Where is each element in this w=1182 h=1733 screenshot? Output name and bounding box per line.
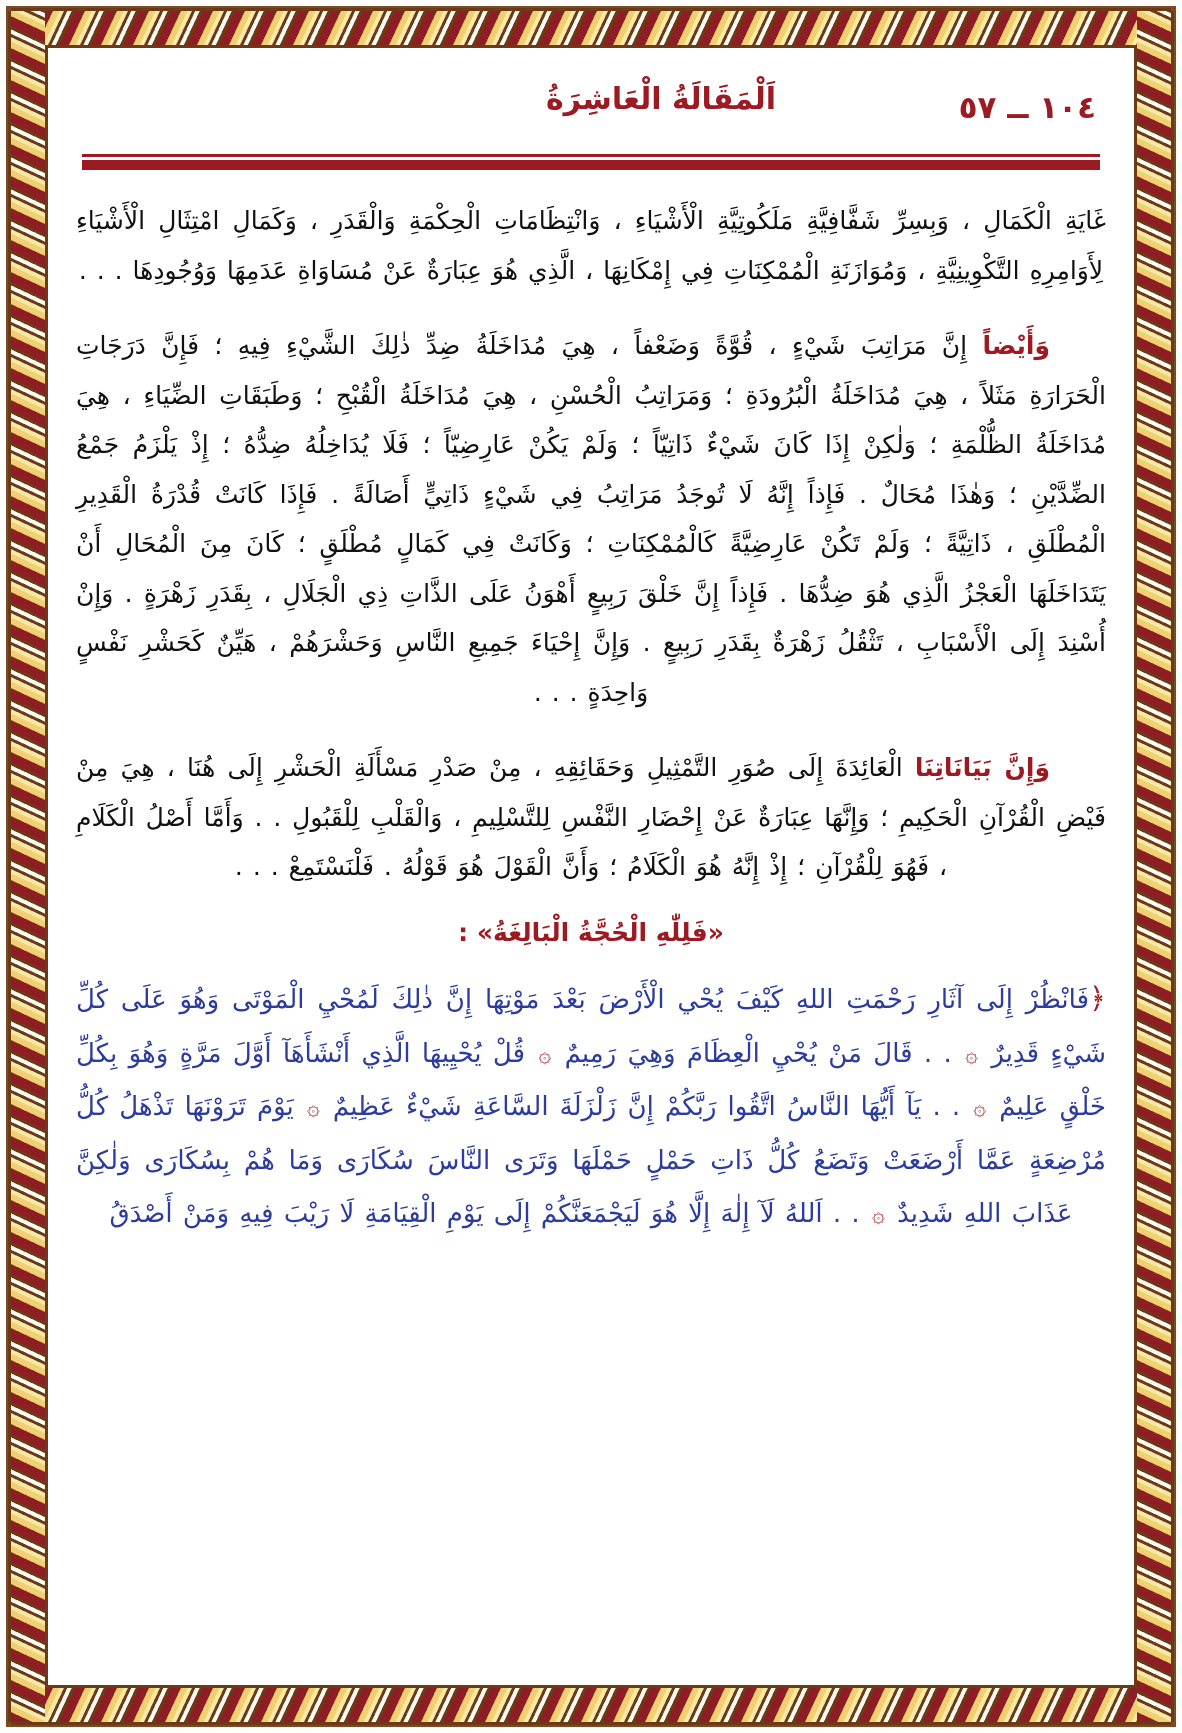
border-ornament-left — [11, 11, 45, 1722]
border-ornament-right — [1137, 11, 1171, 1722]
page-content — [48, 48, 1134, 1685]
article-title: اَلْمَقَالَةُ الْعَاشِرَةُ — [545, 82, 776, 117]
ayah-separator-icon-5: ۞ — [871, 1202, 885, 1228]
quran-segment-3: قُلْ يُحْيِيهَا الَّذِي أَنْشَأَهَآ أَوَّلَ مَرَّةٍ وَهُوَ بِكُلِّ خَلْقٍ عَلِيمٌ — [76, 1038, 1107, 1123]
ayah-separator-icon-2: ۞ — [538, 1042, 552, 1068]
title-divider — [82, 154, 1100, 170]
title-divider-thick-rule — [82, 160, 1100, 170]
quran-pause-dots-2: . . — [932, 1092, 961, 1123]
quran-segment-6: اَللهُ لَآ إِلٰهَ إِلَّا هُوَ لَيَجْمَعَنَّكُمْ إِلَى يَوْمِ الْقِيَامَةِ لَا رَيْبَ فِيهِ وَمَنْ أَصْدَقُ — [109, 1198, 823, 1229]
body-paragraph-3-accent: وَإِنَّ بَيَانَاتِنَا — [914, 753, 1051, 782]
border-rail-top-outer — [11, 8, 1171, 11]
body-paragraph-2-accent: وَأَيْضاً — [982, 331, 1050, 360]
body-paragraph-1-text: غَايَةِ الْكَمَالِ ، وَبِسِرِّ شَفَّافِيَّةِ مَلَكُوتِيَّةِ الْأَشْيَاءِ ، وَانْتِظَامَاتِ الْحِكْمَةِ وَالْقَدَرِ ، وَكَمَالِ امْتِثَالِ الْأَشْيَاءِ لِأَوَامِرِهِ التَّكْوِينِيَّةِ ، وَمُوَازَنَةِ الْمُمْكِنَاتِ فِي إِمْكَانِهَا ، الَّذِي هُوَ عِبَارَةٌ عَنْ مُسَاوَاةِ عَدَمِهَا وَوُجُودِهَا . . . — [76, 206, 1106, 285]
body-paragraph-3 — [76, 743, 1106, 892]
ayah-separator-icon-3: ۞ — [973, 1096, 987, 1122]
ayah-separator-icon-1: ۞ — [965, 1042, 978, 1068]
quran-open-bracket-icon: ﴿ — [1089, 980, 1106, 1015]
quran-segment-1: فَانْظُرْ إِلَى آثَارِ رَحْمَتِ اللهِ كَيْفَ يُحْي الْأَرْضَ بَعْدَ مَوْتِهَا إِنَّ ذٰلِكَ لَمُحْيِ الْمَوْتَى وَهُوَ عَلَى كُلِّ شَيْءٍ قَدِيرٌ — [76, 984, 1107, 1069]
border-rail-left-outer — [8, 11, 11, 1722]
body-paragraph-2-text: إِنَّ مَرَاتِبَ شَيْءٍ ، قُوَّةً وَضَعْفاً ، هِيَ مُدَاخَلَةُ ضِدِّ ذٰلِكَ الشَّيْءِ فِيهِ ؛ فَإِنَّ دَرَجَاتِ الْحَرَارَةِ مَثَلاً ، هِيَ مُدَاخَلَةُ الْبُرُودَةِ ؛ وَمَرَاتِبُ الْحُسْنِ ، هِيَ مُدَاخَلَةُ الْقُبْحِ ؛ وَطَبَقَاتِ الضِّيَاءِ ، هِيَ مُدَاخَلَةُ الظُّلْمَةِ ؛ وَلٰكِنْ إِذَا كَانَ شَيْءٌ ذَاتِيّاً ؛ وَلَمْ يَكُنْ عَارِضِيّاً ؛ فَلَا يُدَاخِلُهُ ضِدُّهُ ؛ إِذْ يَلْزَمُ جَمْعُ الضِّدَّيْنِ ؛ وَهٰذَا مُحَالٌ . فَإِذاً إِنَّهُ لَا تُوجَدُ مَرَاتِبُ فِي شَيْءٍ ذَاتِيٍّ أَصَالَةً . فَإِذَا كَانَتْ قُدْرَةُ الْقَدِيرِ الْمُطْلَقِ ، ذَاتِيَّةً ؛ وَلَمْ تَكُنْ عَارِضِيَّةً كَالْمُمْكِنَاتِ ؛ وَكَانَتْ فِي كَمَالٍ مُطْلَقٍ ؛ كَانَ مِنَ الْمُحَالِ أَنْ يَتَدَاخَلَهَا الْعَجْزُ الَّذِي هُوَ ضِدُّهَا . فَإِذاً إِنَّ خَلْقَ رَبِيعٍ أَهْوَنُ عَلَى الذَّاتِ ذِي الْجَلَالِ ، بِقَدَرِ زَهْرَةٍ . وَإِنْ أُسْنِدَ إِلَى الْأَسْبَابِ ، تَثْقُلُ زَهْرَةٌ بِقَدَرِ رَبِيعٍ . وَإِنَّ إِحْيَاءَ جَمِيعِ النَّاسِ وَحَشْرَهُمْ ، هَيِّنٌ كَحَشْرِ نَفْسٍ وَاحِدَةٍ . . . — [76, 331, 1106, 707]
quran-segment-5: يَوْمَ تَرَوْنَهَا تَذْهَلُ كُلُّ مُرْضِعَةٍ عَمَّا أَرْضَعَتْ وَتَضَعُ كُلُّ ذَاتِ حَمْلٍ حَمْلَهَا وَتَرَى النَّاسَ سُكَارَى وَمَا هُمْ بِسُكَارَى وَلٰكِنَّ عَذَابَ اللهِ شَدِيدٌ — [76, 1092, 1106, 1229]
border-rail-bottom-outer — [11, 1722, 1171, 1725]
border-rail-right-outer — [1171, 11, 1174, 1722]
page-header — [76, 70, 1106, 152]
body-paragraph-3-text: الْعَائِدَةَ إِلَى صُوَرِ التَّمْثِيلِ وَحَقَائِقِهِ ، مِنْ صَدْرِ مَسْأَلَةِ الْحَشْرِ إِلَى هُنَا ، هِيَ مِنْ فَيْضِ الْقُرْآنِ الْحَكِيمِ ؛ وَإِنَّهَا عِبَارَةٌ عَنْ إِحْضَارِ النَّفْسِ لِلتَّسْلِيمِ ، وَالْقَلْبِ لِلْقَبُولِ . . وَأَمَّا أَصْلُ الْكَلَامِ ، فَهُوَ لِلْقُرْآنِ ؛ إِذْ إِنَّهُ هُوَ الْكَلَامُ ؛ وَأَنَّ الْقَوْلَ هُوَ قَوْلُهُ . فَلْنَسْتَمِعْ . . . — [76, 753, 1106, 881]
quran-segment-4: يَآ أَيُّهَا النَّاسُ اتَّقُوا رَبَّكُمْ إِنَّ زَلْزَلَةَ السَّاعَةِ شَيْءٌ عَظِيمٌ — [332, 1092, 922, 1123]
body-paragraph-2 — [76, 321, 1106, 717]
quran-pause-dots-3: . . — [832, 1198, 860, 1229]
section-subheading: «فَلِلّٰهِ الْحُجَّةُ الْبَالِغَةُ» : — [458, 917, 724, 947]
quran-segment-2: قَالَ مَنْ يُحْيِ الْعِظَامَ وَهِيَ رَمِيمٌ — [564, 1038, 913, 1069]
border-ornament-top — [11, 11, 1171, 45]
title-divider-thin-rule — [82, 154, 1100, 157]
page-number: ١٠٤ ــ ٥٧ — [958, 90, 1096, 126]
border-rail-bottom-inner — [45, 1685, 1137, 1688]
ayah-separator-icon-4: ۞ — [306, 1096, 320, 1122]
border-rail-right-inner — [1134, 45, 1137, 1688]
body-paragraph-1 — [76, 196, 1106, 295]
quran-pause-dots-1: . . — [923, 1038, 952, 1069]
border-ornament-bottom — [11, 1688, 1171, 1722]
quran-quotation-block — [76, 969, 1106, 1242]
